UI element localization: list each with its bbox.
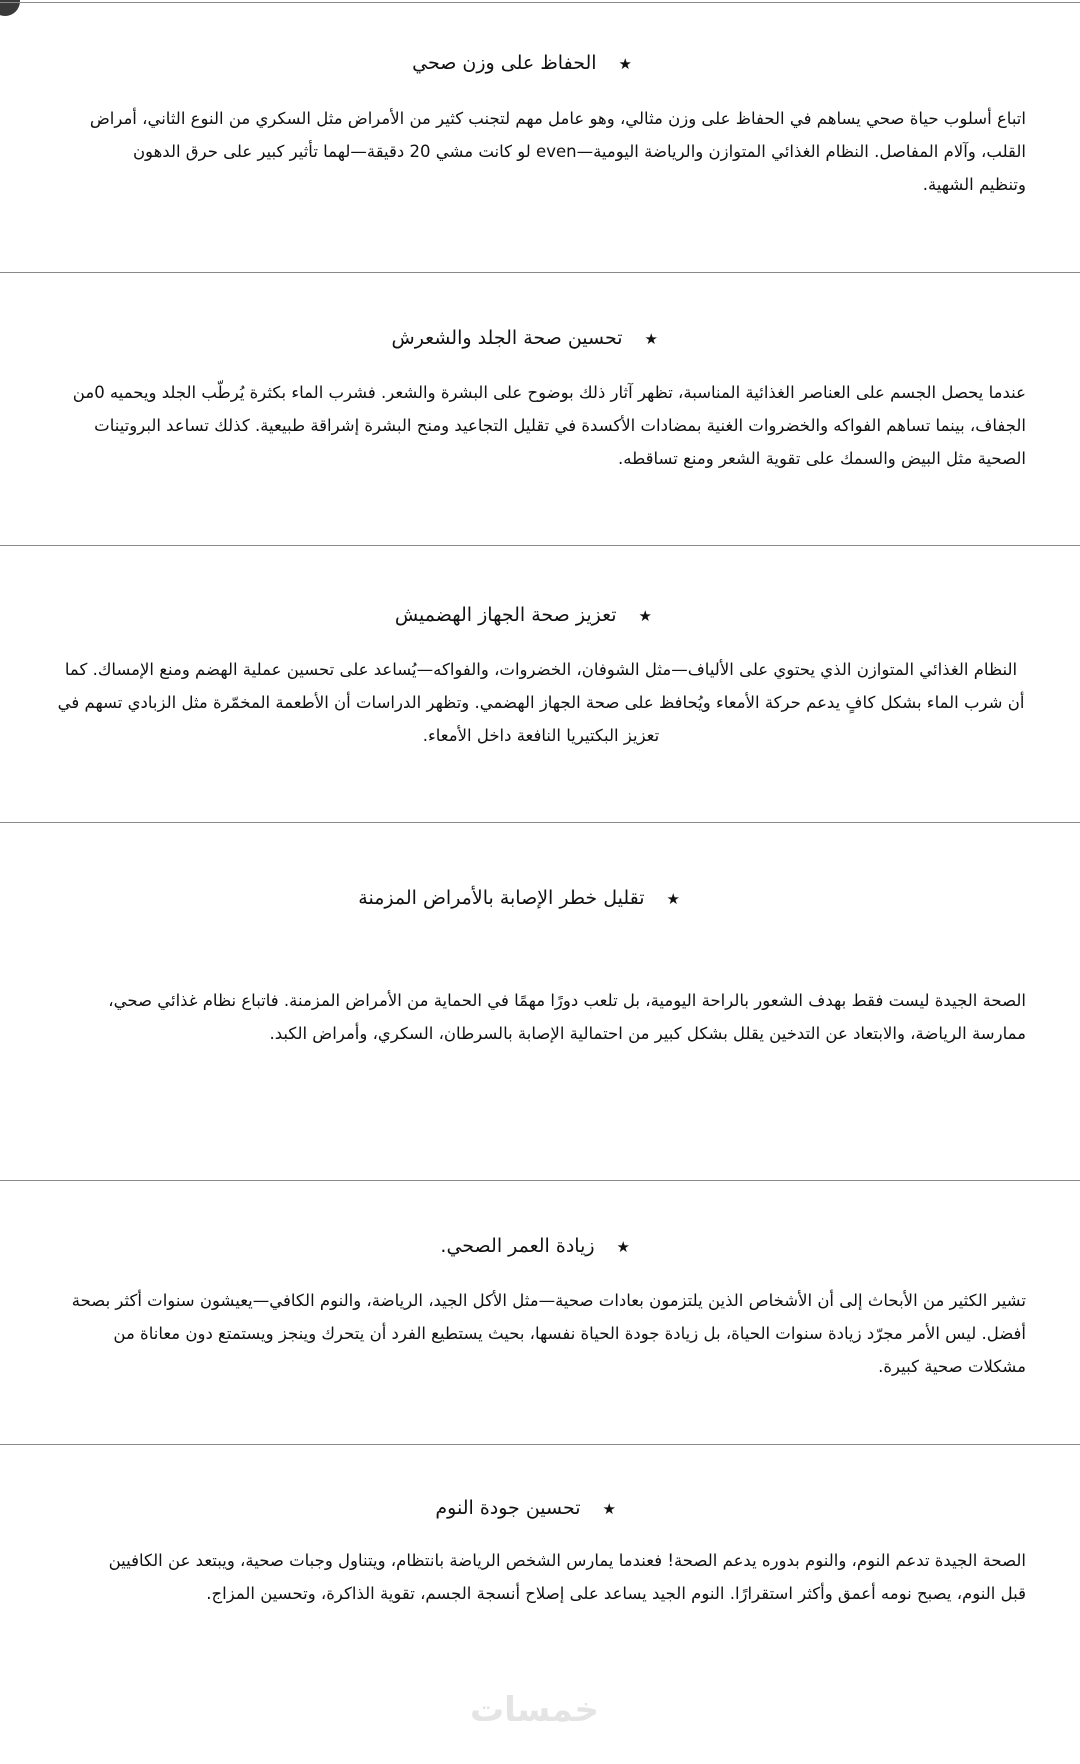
divider xyxy=(0,822,1080,823)
star-icon: ★ xyxy=(644,330,658,348)
section-title: زيادة العمر الصحي. xyxy=(440,1235,595,1257)
star-icon: ★ xyxy=(638,607,652,625)
section-heading xyxy=(358,887,680,909)
section-body: عندما يحصل الجسم على العناصر الغذائية المناسبة، تظهر آثار ذلك بوضوح على البشرة والشعر. فشرب الماء بكثرة يُرطّب الجلد ويحميه 0من الجفاف، بينما تساهم الفواكه والخضروات الغنية بمضادات الأكسدة في تقليل التجاعيد ومنح البشرة إشراقة طبيعية. كذلك تساعد البروتينات الصحية مثل البيض والسمك على تقوية الشعر ومنع تساقطه. xyxy=(72,383,1026,468)
section-heading xyxy=(440,1235,630,1257)
star-icon: ★ xyxy=(666,890,680,908)
section-body: الصحة الجيدة ليست فقط بهدف الشعور بالراحة اليومية، بل تلعب دورًا مهمًا في الحماية من الأمراض المزمنة. فاتباع نظام غذائي صحي، ممارسة الرياضة، والابتعاد عن التدخين يقلل بشكل كبير من احتمالية الإصابة بالسرطان، السكري، وأمراض الكبد. xyxy=(108,991,1026,1043)
section-title: تعزيز صحة الجهاز الهضميش xyxy=(394,604,617,626)
section-body: النظام الغذائي المتوازن الذي يحتوي على الألياف—مثل الشوفان، الخضروات، والفواكه—يُساعد على تحسين عملية الهضم ومنع الإمساك. كما أن شرب الماء بشكل كافٍ يدعم حركة الأمعاء ويُحافظ على صحة الجهاز الهضمي. وتظهر الدراسات أن الأطعمة المخمّرة مثل الزبادي تسهم في تعزيز البكتيريا النافعة داخل الأمعاء. xyxy=(57,660,1025,745)
divider xyxy=(0,545,1080,546)
watermark-logo: خمسات xyxy=(470,1690,599,1730)
star-icon: ★ xyxy=(618,55,632,73)
section-heading xyxy=(392,327,659,349)
section-heading xyxy=(435,1497,616,1519)
section-heading xyxy=(412,52,632,74)
section-title: تقليل خطر الإصابة بالأمراض المزمنة xyxy=(358,887,645,909)
section-body: تشير الكثير من الأبحاث إلى أن الأشخاص الذين يلتزمون بعادات صحية—مثل الأكل الجيد، الرياضة، والنوم الكافي—يعيشون سنوات أكثر بصحة أفضل. ليس الأمر مجرّد زيادة سنوات الحياة، بل زيادة جودة الحياة نفسها، بحيث يستطيع الفرد أن يتحرك وينجز ويستمتع دون معاناة من مشكلات صحية كبيرة. xyxy=(71,1291,1026,1376)
section-heading xyxy=(395,604,652,626)
section-title: تحسين صحة الجلد والشعرش xyxy=(391,327,623,349)
section-body: اتباع أسلوب حياة صحي يساهم في الحفاظ على وزن مثالي، وهو عامل مهم لتجنب كثير من الأمراض مثل السكري من النوع الثاني، أمراض القلب، وآلام المفاصل. النظام الغذائي المتوازن والرياضة اليومية—even لو كانت مشي 20 دقيقة—لهما تأثير كبير على حرق الدهون وتنظيم الشهية. xyxy=(89,109,1026,194)
divider xyxy=(0,1180,1080,1181)
star-icon: ★ xyxy=(602,1500,616,1518)
section-body: الصحة الجيدة تدعم النوم، والنوم بدوره يدعم الصحة! فعندما يمارس الشخص الرياضة بانتظام، ويتناول وجبات صحية، ويبتعد عن الكافيين قبل النوم، يصبح نومه أعمق وأكثر استقرارًا. النوم الجيد يساعد على إصلاح أنسجة الجسم، تقوية الذاكرة، وتحسين المزاج. xyxy=(108,1551,1026,1603)
divider xyxy=(0,2,1080,3)
section-title: الحفاظ على وزن صحي xyxy=(412,52,597,74)
section-title: تحسين جودة النوم xyxy=(435,1497,581,1519)
divider xyxy=(0,1444,1080,1445)
star-icon: ★ xyxy=(616,1238,630,1256)
divider xyxy=(0,272,1080,273)
